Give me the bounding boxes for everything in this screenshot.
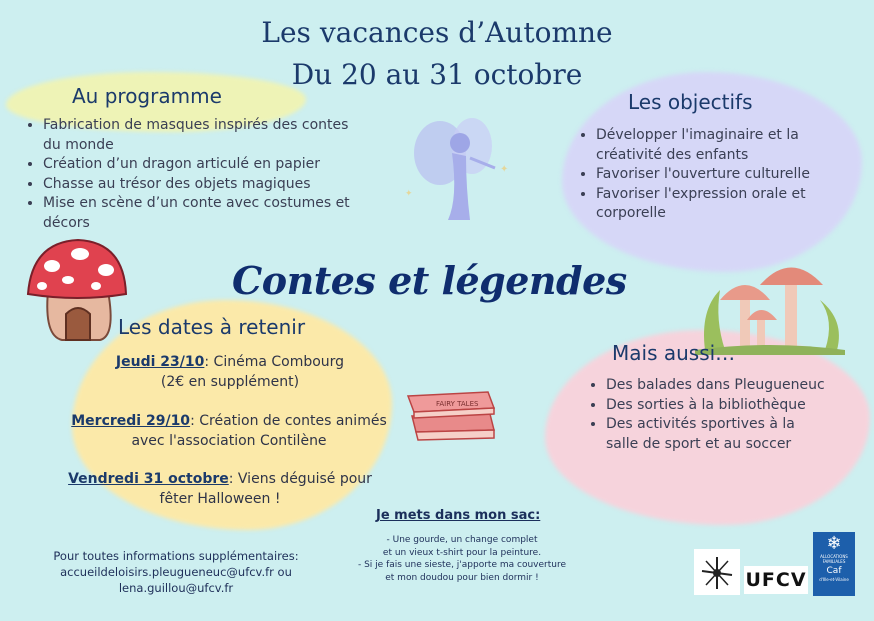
programme-heading: Au programme	[72, 84, 222, 108]
contact-email-2[interactable]: lena.guillou@ufcv.fr	[118, 581, 234, 595]
date-item-3	[50, 469, 390, 509]
date-text-2: (2€ en supplément)	[160, 374, 300, 390]
sac-line: et mon doudou pour bien dormir !	[385, 572, 539, 583]
date-text: : Viens déguisé pour	[228, 471, 372, 487]
list-item: • Des balades dans Pleugueneuc	[606, 376, 826, 396]
caf-small-label: ALLOCATIONS FAMILIALES	[820, 554, 848, 564]
sac-line: - Une gourde, un change complet	[386, 535, 538, 545]
list-item: • Création d’un dragon articulé en papier	[43, 155, 363, 175]
contact-line: Pour toutes informations supplémentaires:	[53, 549, 299, 563]
caf-sub-label: d'Ille-et-Vilaine	[819, 577, 849, 582]
svg-text:✦: ✦	[405, 189, 413, 199]
date-label: Jeudi 23/10	[115, 354, 205, 370]
date-item-1	[80, 352, 380, 392]
list-item: • Des sorties à la bibliothèque	[606, 396, 826, 416]
windmill-icon	[694, 549, 740, 595]
date-label: Vendredi 31 octobre	[68, 471, 229, 487]
header-line-2: Du 20 au 31 octobre	[291, 58, 583, 91]
objectifs-heading: Les objectifs	[628, 90, 753, 114]
fairy-illustration	[400, 108, 510, 228]
date-text-2: fêter Halloween !	[159, 491, 281, 507]
date-text-2: avec l'association Contilène	[131, 433, 327, 449]
caf-logo	[813, 532, 855, 596]
sac-line: et un vieux t-shirt pour la peinture.	[382, 547, 542, 558]
list-item: • Fabrication de masques inspirés des contes du monde	[43, 116, 363, 155]
list-item: • Favoriser l'ouverture culturelle	[596, 165, 858, 185]
date-item-2	[46, 411, 412, 451]
list-item: • Chasse au trésor des objets magiques	[43, 175, 363, 195]
dates-heading: Les dates à retenir	[118, 315, 306, 339]
books-label: FAIRY TALES	[436, 400, 479, 408]
mushroom-house-illustration	[22, 236, 132, 344]
main-title: Contes et légendes	[232, 258, 627, 303]
svg-text:✦: ✦	[500, 164, 509, 175]
caf-label: Caf	[826, 566, 842, 576]
date-text: : Création de contes animés	[190, 413, 387, 429]
list-item: • Favoriser l'expression orale et corporelle	[596, 185, 858, 224]
snowflake-icon: ❄	[826, 533, 842, 554]
ufcv-logo: UFCV	[744, 566, 808, 594]
community-logo	[694, 549, 740, 595]
books-illustration	[406, 386, 498, 444]
objectifs-list	[574, 126, 858, 224]
mushrooms-illustration	[695, 250, 845, 355]
sac-heading: Je mets dans mon sac:	[376, 508, 541, 523]
aussi-heading: Mais aussi…	[612, 341, 736, 365]
header-line-1: Les vacances d’Automne	[261, 16, 613, 49]
sac-list	[330, 534, 594, 584]
date-text: : Cinéma Combourg	[204, 354, 345, 370]
list-item: • Des activités sportives à la salle de sport et au soccer	[606, 415, 826, 454]
date-label: Mercredi 29/10	[71, 413, 191, 429]
list-item: • Mise en scène d’un conte avec costumes et décors	[43, 194, 363, 233]
list-item: • Développer l'imaginaire et la créativité des enfants	[596, 126, 858, 165]
sac-line: - Si je fais une sieste, j'apporte ma couverture	[357, 560, 566, 570]
contact-email-1[interactable]: accueildeloisirs.pleugueneuc@ufcv.fr ou	[60, 565, 292, 579]
aussi-list	[586, 376, 826, 454]
programme-list	[23, 116, 363, 233]
contact-block	[28, 548, 324, 596]
